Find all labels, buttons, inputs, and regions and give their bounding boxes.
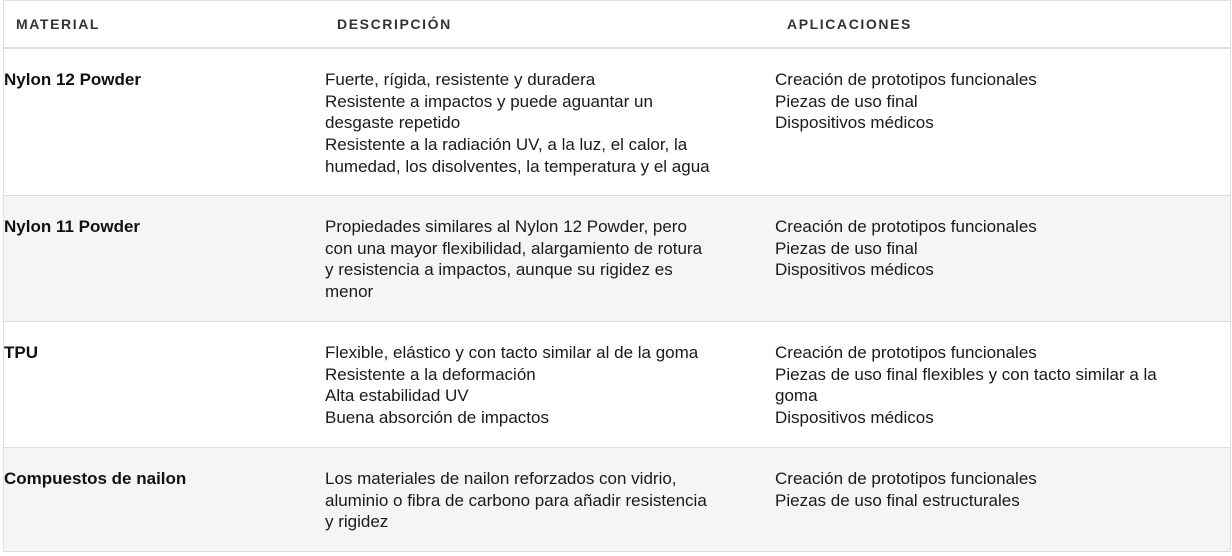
application-line: Piezas de uso final flexibles y con tacto similar a la xyxy=(775,364,1157,384)
material-cell: Nylon 11 Powder xyxy=(4,217,141,236)
application-line: Piezas de uso final xyxy=(775,91,918,111)
description-line: Propiedades similares al Nylon 12 Powder, pero xyxy=(325,217,687,236)
table-row xyxy=(4,196,1230,322)
description-line: Resistente a la deformación xyxy=(325,364,536,384)
description-line: Fuerte, rígida, resistente y duradera xyxy=(325,70,596,89)
description-line: Los materiales de nailon reforzados con vidrio, xyxy=(325,469,677,488)
description-line: aluminio o fibra de carbono para añadir resistencia xyxy=(325,490,707,510)
description-line: Resistente a la radiación UV, a la luz, el calor, la xyxy=(325,135,688,155)
application-line: Creación de prototipos funcionales xyxy=(775,217,1037,236)
material-cell: Nylon 12 Powder xyxy=(4,70,141,89)
applications-cell xyxy=(775,69,1215,134)
description-cell xyxy=(325,468,765,533)
material-cell: TPU xyxy=(4,343,38,362)
applications-cell xyxy=(775,216,1215,281)
application-line: Creación de prototipos funcionales xyxy=(775,70,1037,89)
applications-cell xyxy=(775,468,1215,511)
description-line: y resistencia a impactos, aunque su rigidez es xyxy=(325,260,673,280)
description-cell xyxy=(325,216,765,303)
table-row xyxy=(4,448,1230,552)
description-line: Buena absorción de impactos xyxy=(325,408,549,428)
application-line: Piezas de uso final estructurales xyxy=(775,490,1020,510)
table-header xyxy=(4,0,1230,49)
header-description: DESCRIPCIÓN xyxy=(337,16,452,32)
description-line: Resistente a impactos y puede aguantar un xyxy=(325,91,653,111)
description-line: Flexible, elástico y con tacto similar al de la goma xyxy=(325,343,699,362)
application-line: Piezas de uso final xyxy=(775,238,918,258)
description-line: menor xyxy=(325,282,374,302)
description-line: desgaste repetido xyxy=(325,113,461,133)
description-line: humedad, los disolventes, la temperatura y el agua xyxy=(325,156,710,176)
header-applications: APLICACIONES xyxy=(787,16,912,32)
material-cell: Compuestos de nailon xyxy=(4,469,187,488)
header-material: MATERIAL xyxy=(16,16,101,32)
description-line: y rigidez xyxy=(325,512,389,532)
application-line: Creación de prototipos funcionales xyxy=(775,343,1037,362)
table-row xyxy=(4,322,1230,448)
application-line: goma xyxy=(775,386,818,406)
description-line: con una mayor flexibilidad, alargamiento de rotura xyxy=(325,238,703,258)
application-line: Dispositivos médicos xyxy=(775,408,934,428)
table-row xyxy=(4,49,1230,196)
application-line: Creación de prototipos funcionales xyxy=(775,469,1037,488)
materials-table xyxy=(3,0,1231,552)
description-cell xyxy=(325,69,765,178)
applications-cell xyxy=(775,342,1215,429)
description-cell xyxy=(325,342,765,429)
application-line: Dispositivos médicos xyxy=(775,260,934,280)
description-line: Alta estabilidad UV xyxy=(325,386,469,406)
application-line: Dispositivos médicos xyxy=(775,113,934,133)
